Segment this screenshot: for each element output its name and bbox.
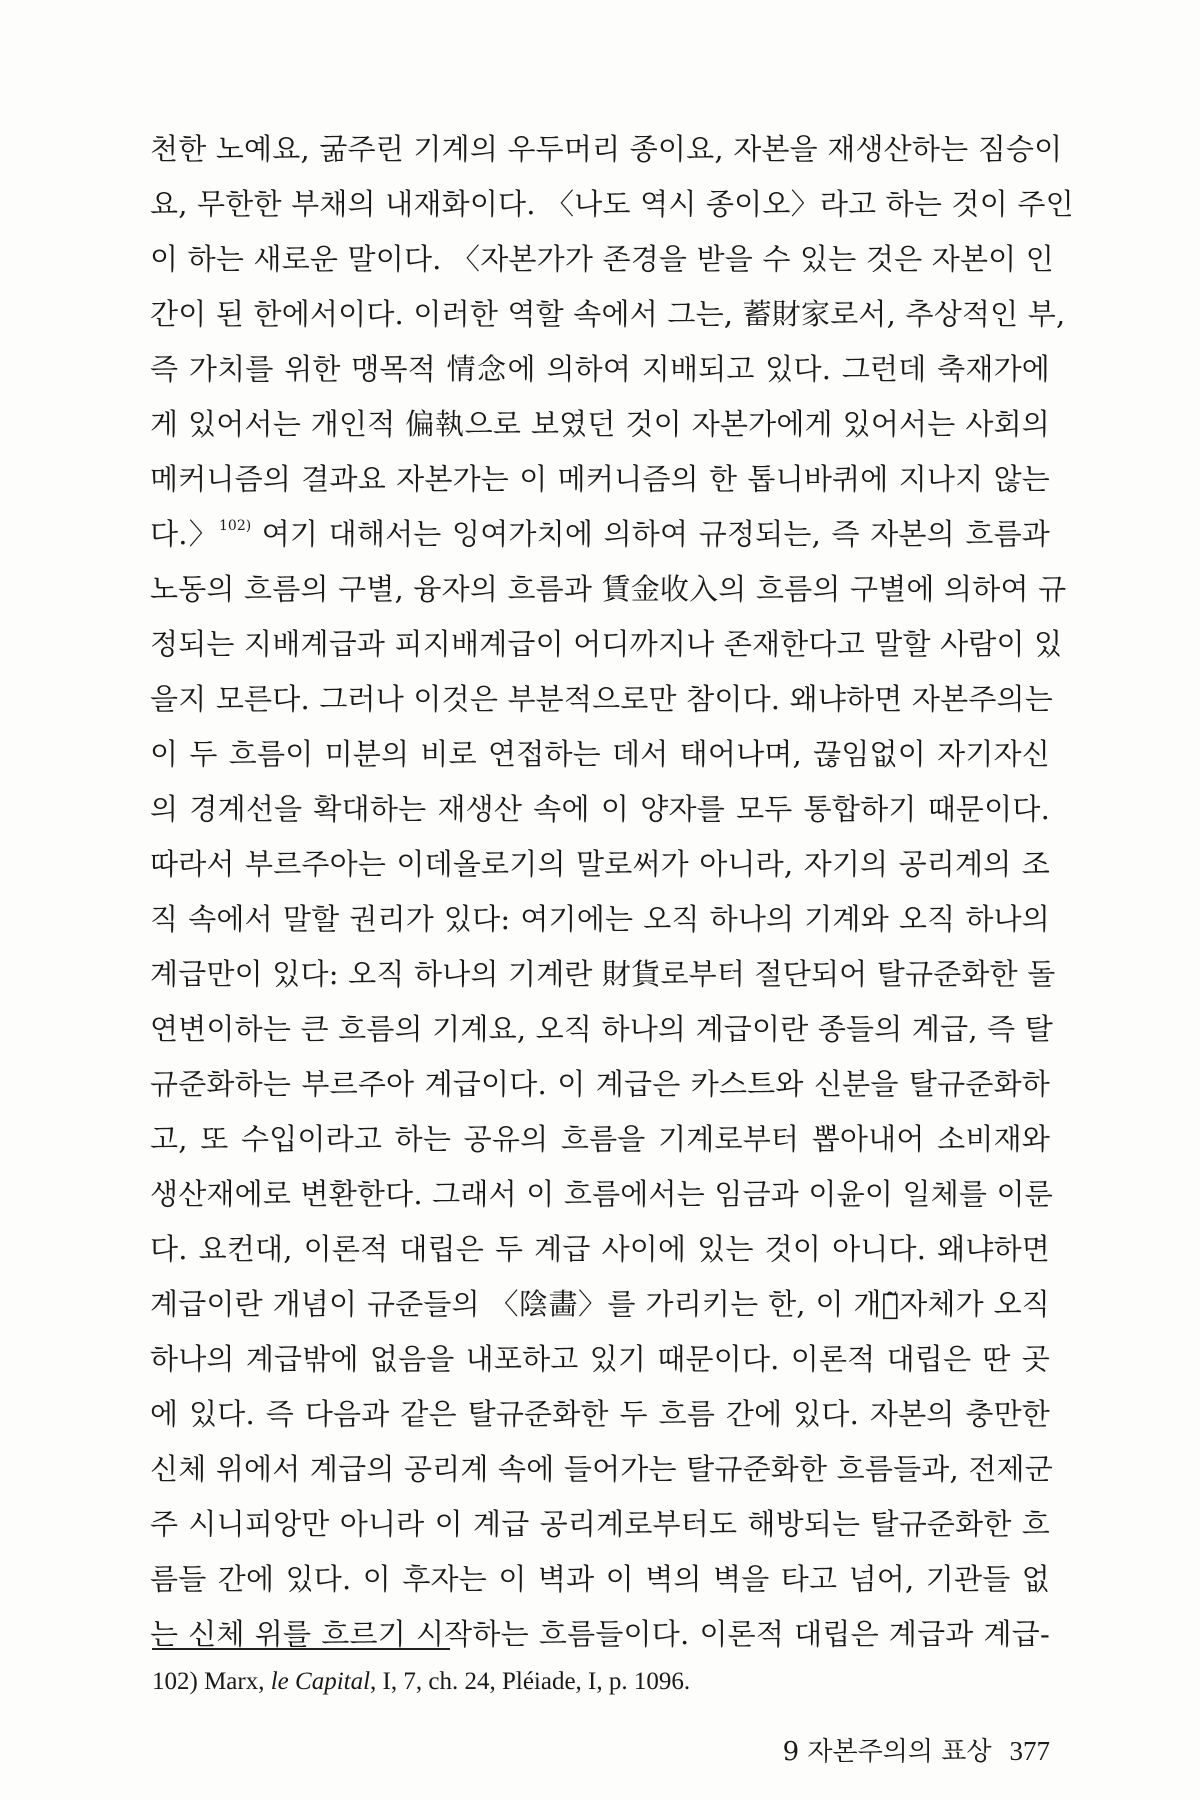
- text-line-26: 주 시니피앙만 아니라 이 계급 공리계로부터도 해방되는 탈규준화한 흐: [150, 1507, 1050, 1541]
- page-footer: [783, 1734, 1050, 1769]
- text-line-10: 정되는 지배계급과 피지배계급이 어디까지나 존재한다고 말할 사람이 있: [150, 627, 1063, 661]
- text-line-28: 는 신체 위를 흐르기 시작하는 흐름들이다. 이론적 대립은 계급과 계급-: [150, 1617, 1050, 1651]
- footnote-reference: 102): [219, 518, 252, 534]
- text-line-7: 메커니즘의 결과요 자본가는 이 메커니즘의 한 톱니바퀴에 지나지 않는: [150, 462, 1050, 496]
- text-line-6: 게 있어서는 개인적 偏執으로 보였던 것이 자본가에게 있어서는 사회의: [150, 407, 1050, 441]
- text-line-2: 요, 무한한 부채의 내재화이다. 〈나도 역시 종이오〉라고 하는 것이 주인: [150, 187, 1074, 221]
- page-number: 377: [1009, 1736, 1050, 1766]
- text-line-12: 이 두 흐름이 미분의 비로 연접하는 데서 태어나며, 끊임없이 자기자신: [150, 737, 1050, 771]
- text-line-25: 신체 위에서 계급의 공리계 속에 들어가는 탈규준화한 흐름들과, 전제군: [150, 1452, 1053, 1486]
- text-line-14: 따라서 부르주아는 이데올로기의 말로써가 아니라, 자기의 공리계의 조: [150, 847, 1050, 881]
- text-line-27: 름들 간에 있다. 이 후자는 이 벽과 이 벽의 벽을 타고 넘어, 기관들 없: [150, 1562, 1050, 1596]
- text-line-22: 계급이란 개념이 규준들의 〈陰畵〉를 가리키는 한, 이 개념̃자체가 오직: [150, 1287, 1050, 1321]
- footnote-title: le Capital: [270, 1668, 371, 1695]
- footnote: [152, 1665, 690, 1699]
- text-line-20: 생산재에로 변환한다. 그래서 이 흐름에서는 임금과 이윤이 일체를 이룬: [150, 1177, 1053, 1211]
- text-line-8: [150, 507, 1050, 562]
- text-line-8-rest: 여기 대해서는 잉여가치에 의하여 규정되는, 즉 자본의 흐름과: [251, 517, 1050, 551]
- text-line-21: 다. 요컨대, 이론적 대립은 두 계급 사이에 있는 것이 아니다. 왜냐하면: [150, 1232, 1050, 1266]
- footnote-number: 102) Marx,: [152, 1668, 271, 1695]
- running-head: 9 자본주의의 표상: [782, 1737, 992, 1767]
- footnote-citation: , I, 7, ch. 24, Pléiade, I, p. 1096.: [370, 1668, 691, 1695]
- text-line-17: 연변이하는 큰 흐름의 기계요, 오직 하나의 계급이란 종들의 계급, 즉 탈: [150, 1012, 1054, 1046]
- footnote-divider: [152, 1648, 450, 1650]
- text-line-11: 을지 모른다. 그러나 이것은 부분적으로만 참이다. 왜냐하면 자본주의는: [150, 682, 1053, 716]
- text-line-8-start: 다.〉: [150, 517, 220, 551]
- text-line-5: 즉 가치를 위한 맹목적 情念에 의하여 지배되고 있다. 그런데 축재가에: [150, 352, 1050, 386]
- text-line-9: 노동의 흐름의 구별, 융자의 흐름과 賃金收入의 흐름의 구별에 의하여 규: [150, 572, 1067, 606]
- text-line-1: 천한 노예요, 굶주린 기계의 우두머리 종이요, 자본을 재생산하는 짐승이: [150, 132, 1063, 166]
- text-line-16: 계급만이 있다: 오직 하나의 기계란 財貨로부터 절단되어 탈규준화한 돌: [150, 957, 1056, 991]
- text-line-24: 에 있다. 즉 다음과 같은 탈규준화한 두 흐름 간에 있다. 자본의 충만한: [150, 1397, 1050, 1431]
- body-text: [150, 122, 1074, 1662]
- text-line-18: 규준화하는 부르주아 계급이다. 이 계급은 카스트와 신분을 탈규준화하: [150, 1067, 1050, 1101]
- text-line-3: 이 하는 새로운 말이다. 〈자본가가 존경을 받을 수 있는 것은 자본이 인: [150, 242, 1054, 276]
- text-line-19: 고, 또 수입이라고 하는 공유의 흐름을 기계로부터 뽑아내어 소비재와: [150, 1122, 1050, 1156]
- text-line-23: 하나의 계급밖에 없음을 내포하고 있기 때문이다. 이론적 대립은 딴 곳: [150, 1342, 1050, 1376]
- text-line-4: 간이 된 한에서이다. 이러한 역할 속에서 그는, 蓄財家로서, 추상적인 부,: [150, 297, 1066, 331]
- text-line-15: 직 속에서 말할 권리가 있다: 여기에는 오직 하나의 기계와 오직 하나의: [150, 902, 1050, 936]
- text-line-13: 의 경계선을 확대하는 재생산 속에 이 양자를 모두 통합하기 때문이다.: [150, 792, 1050, 826]
